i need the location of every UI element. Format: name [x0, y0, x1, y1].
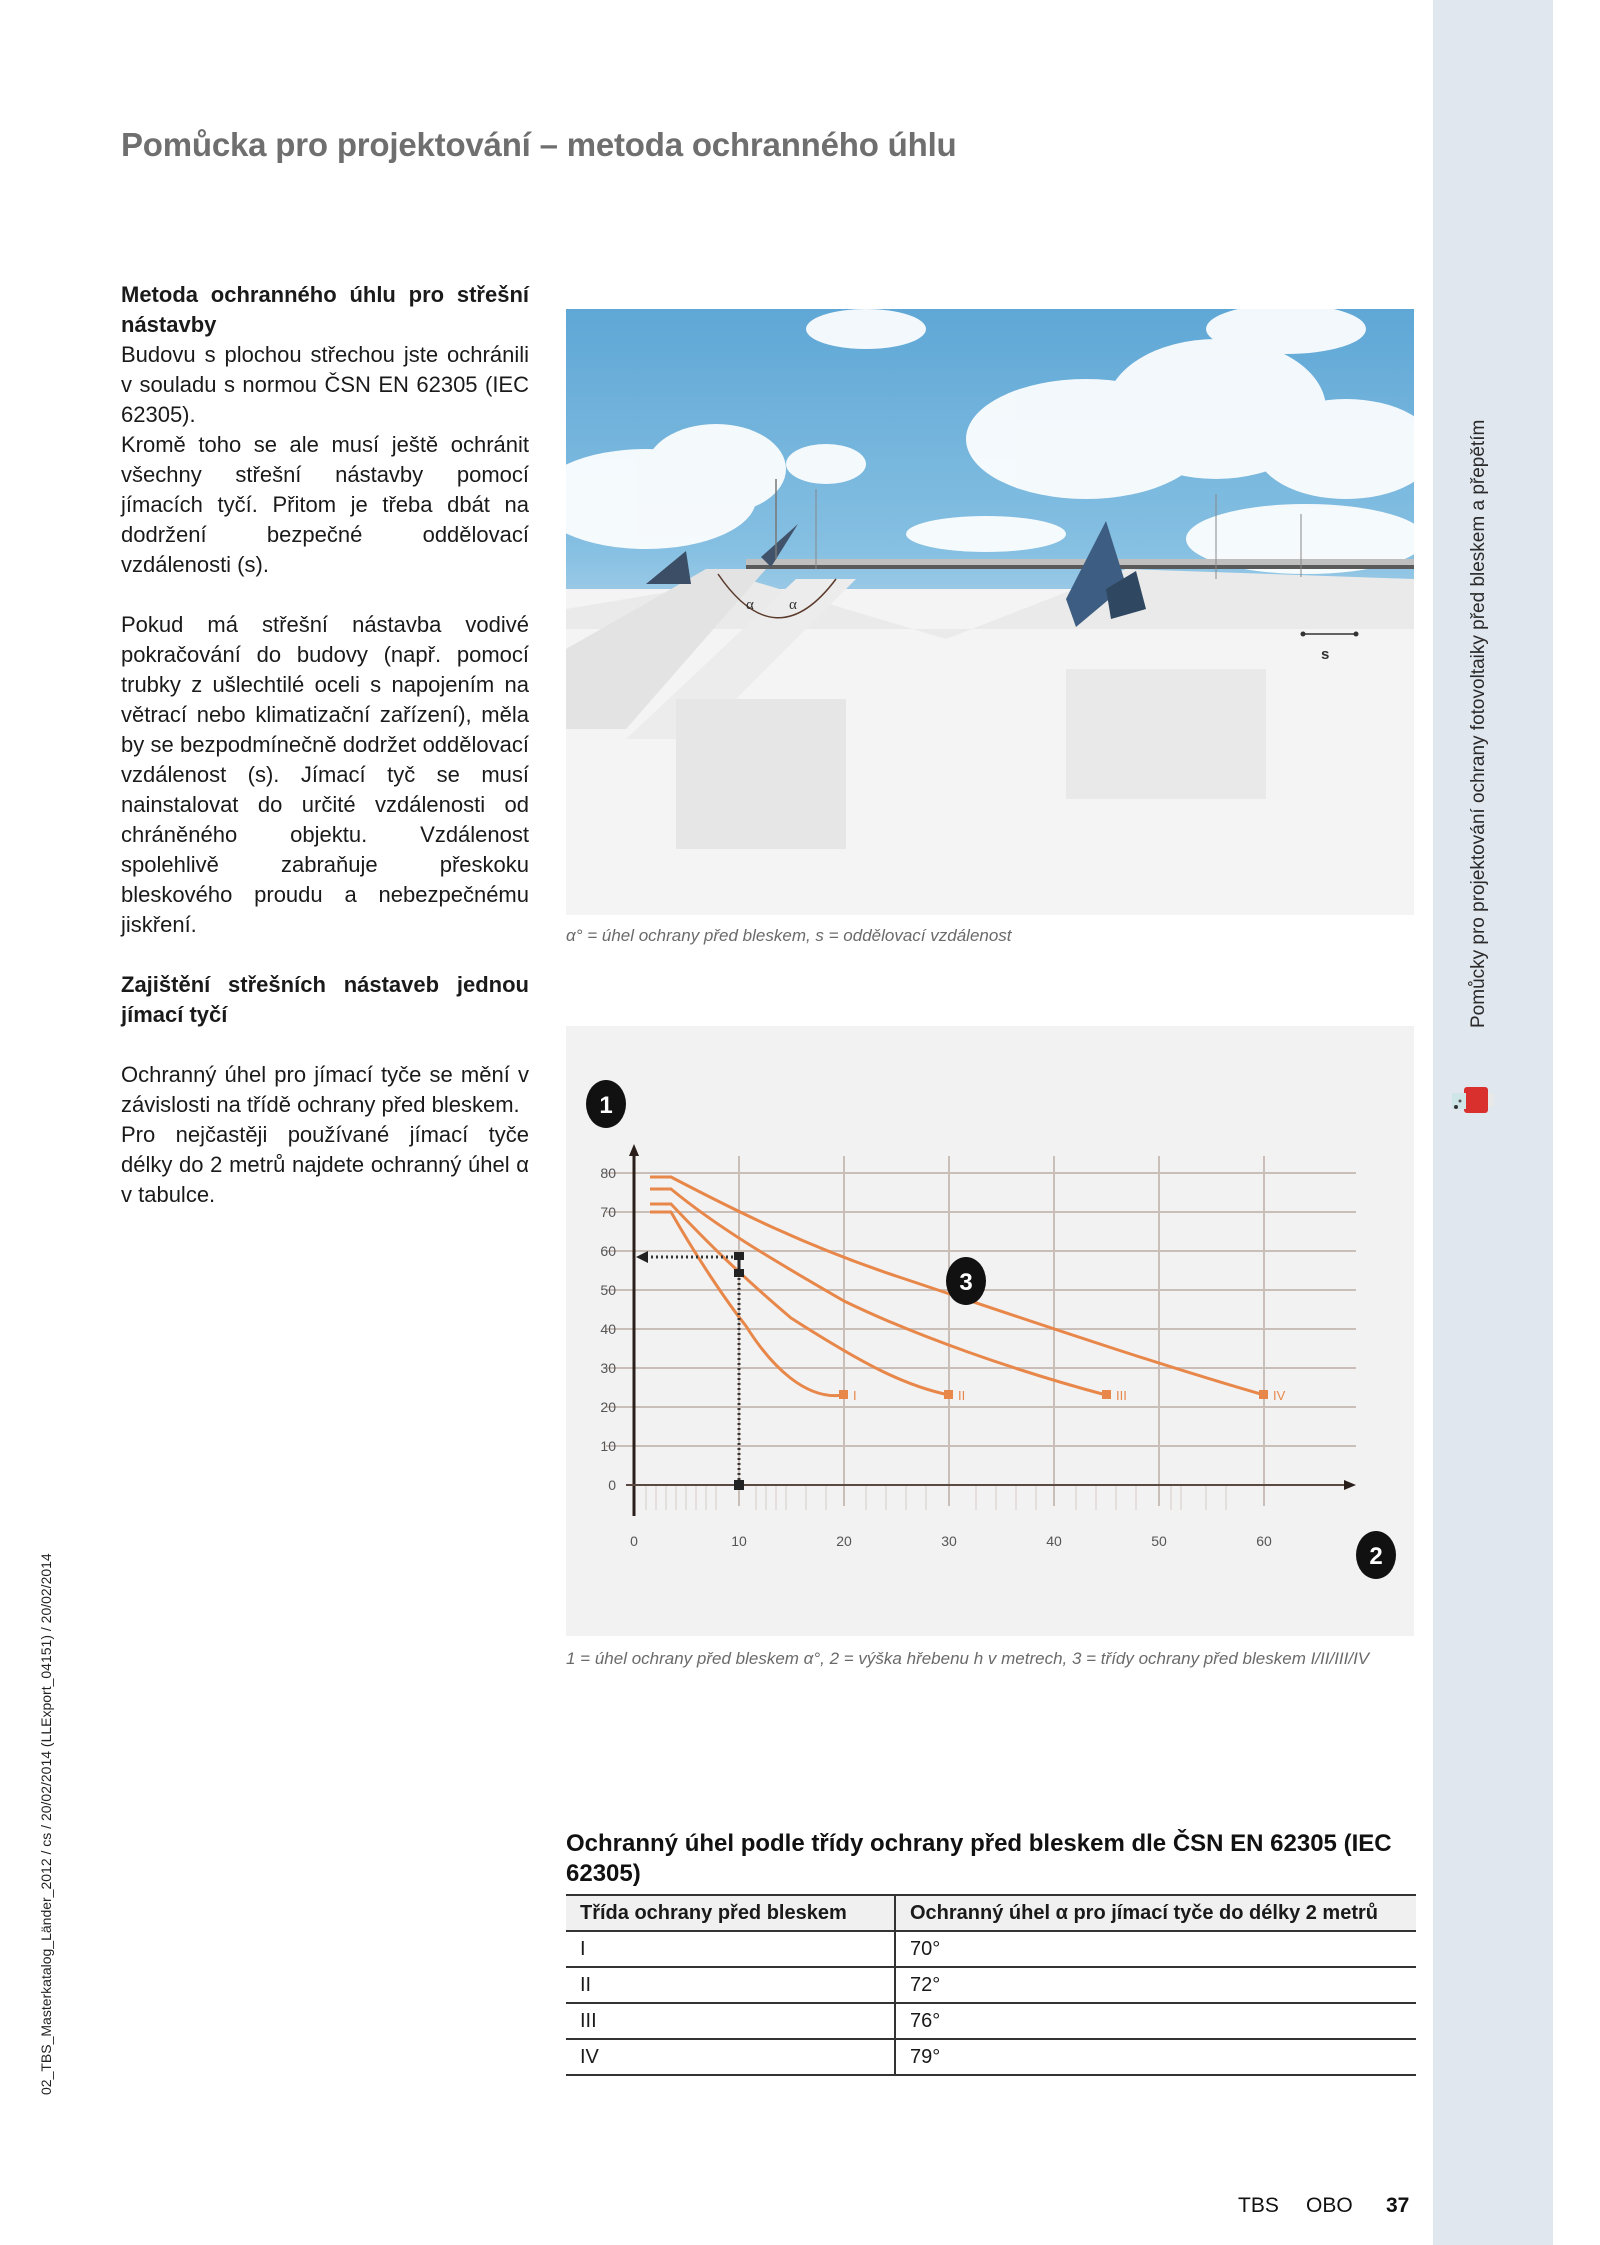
table-row — [566, 2039, 1416, 2075]
paragraph: Ochranný úhel pro jímací tyče se mění v závislosti na třídě ochrany před bleskem. — [121, 1062, 529, 1117]
rooftop-illustration — [566, 309, 1414, 915]
svg-text:60: 60 — [600, 1243, 616, 1259]
svg-text:2: 2 — [1369, 1543, 1383, 1570]
footer-brand-obo: OBO — [1306, 2194, 1353, 2217]
left-text-column — [121, 280, 529, 1210]
surge-protector-icon — [1448, 1085, 1500, 1115]
svg-text:20: 20 — [836, 1533, 852, 1549]
separation-distance-label: s — [1321, 646, 1330, 663]
svg-text:70: 70 — [600, 1204, 616, 1220]
svg-text:1: 1 — [599, 1092, 613, 1119]
svg-text:40: 40 — [600, 1321, 616, 1337]
section-heading-roof-superstructures: Metoda ochranného úhlu pro střešní nástavby — [121, 282, 529, 337]
rooftop-photo — [566, 309, 1414, 915]
photo-caption: α° = úhel ochrany před bleskem, s = oddělovací vzdálenost — [566, 926, 1012, 945]
column-header-class: Třída ochrany před bleskem — [566, 1895, 895, 1931]
paragraph: Budovu s plochou střechou jste ochránili v souladu s normou ČSN EN 62305 (IEC 62305). — [121, 342, 529, 427]
cell-class: IV — [566, 2039, 895, 2075]
chart-caption: 1 = úhel ochrany před bleskem α°, 2 = výška hřebenu h v metrech, 3 = třídy ochrany před bleskem I/II/III/IV — [566, 1649, 1370, 1668]
section-sidebar — [1433, 0, 1553, 2245]
chart-svg — [566, 1026, 1414, 1636]
cell-angle: 76° — [895, 2003, 1416, 2039]
svg-text:50: 50 — [1151, 1533, 1167, 1549]
cell-angle: 79° — [895, 2039, 1416, 2075]
protection-angle-table — [566, 1894, 1416, 2076]
table-row — [566, 2003, 1416, 2039]
curve-label-IV: IV — [1273, 1388, 1286, 1403]
svg-text:0: 0 — [608, 1477, 616, 1493]
svg-text:3: 3 — [959, 1269, 973, 1296]
curve-label-III: III — [1116, 1388, 1127, 1403]
print-meta-text: 02_TBS_Masterkatalog_Länder_2012 / cs / 20/02/2014 (LLExport_04151) / 20/02/2014 — [38, 1553, 54, 2095]
paragraph: Kromě toho se ale musí ještě ochránit všechny střešní nástavby pomocí jímacích tyčí. Přitom je třeba dbát na dodržení bezpečné oddělovací vzdálenosti (s). — [121, 432, 529, 577]
table-row — [566, 1967, 1416, 2003]
column-header-angle: Ochranný úhel α pro jímací tyče do délky 2 metrů — [895, 1895, 1416, 1931]
svg-text:50: 50 — [600, 1282, 616, 1298]
svg-text:30: 30 — [941, 1533, 957, 1549]
table-header-row — [566, 1895, 1416, 1931]
svg-text:10: 10 — [600, 1438, 616, 1454]
cell-class: II — [566, 1967, 895, 2003]
table-title: Ochranný úhel podle třídy ochrany před bleskem dle ČSN EN 62305 (IEC 62305) — [566, 1830, 1392, 1887]
cell-angle: 70° — [895, 1931, 1416, 1967]
alpha-label-left: α — [746, 597, 754, 613]
section-heading-single-rod: Zajištění střešních nástaveb jednou jímací tyčí — [121, 972, 529, 1027]
svg-text:30: 30 — [600, 1360, 616, 1376]
curve-label-I: I — [853, 1388, 857, 1403]
curve-class-II — [650, 1204, 949, 1395]
svg-text:40: 40 — [1046, 1533, 1062, 1549]
page-number: 37 — [1386, 2194, 1410, 2217]
badge-protection-classes — [946, 1257, 986, 1305]
paragraph: Pokud má střešní nástavba vodivé pokračování do budovy (např. pomocí trubky z ušlechtilé oceli s napojením na větrací nebo klimatizační zařízení), měla by se bezpodmínečně dodržet oddělovací vzdálenost (s). Jímací tyč se musí nainstalovat do určité vzdálenosti od chráněného objektu. Vzdálenost spolehlivě zabraňuje přeskoku bleskového proudu a nebezpečnému jiskření. — [121, 612, 529, 937]
badge-height-axis — [1356, 1531, 1396, 1579]
page-title: Pomůcka pro projektování – metoda ochranného úhlu — [121, 126, 957, 163]
footer-brand-tbs: TBS — [1238, 2194, 1279, 2217]
cell-class: I — [566, 1931, 895, 1967]
svg-text:0: 0 — [630, 1533, 638, 1549]
curve-label-II: II — [958, 1388, 966, 1403]
sidebar-section-title: Pomůcky pro projektování ochrany fotovoltaiky před bleskem a přepětím — [1468, 419, 1489, 1028]
badge-angle-axis — [586, 1080, 626, 1128]
svg-text:10: 10 — [731, 1533, 747, 1549]
paragraph: Pro nejčastěji používané jímací tyče délky do 2 metrů najdete ochranný úhel α v tabulce. — [121, 1122, 529, 1207]
table-row — [566, 1931, 1416, 1967]
curve-class-III — [650, 1189, 1106, 1395]
svg-text:80: 80 — [600, 1165, 616, 1181]
svg-text:60: 60 — [1256, 1533, 1272, 1549]
cell-angle: 72° — [895, 1967, 1416, 2003]
cell-class: III — [566, 2003, 895, 2039]
svg-text:20: 20 — [600, 1399, 616, 1415]
alpha-label-right: α — [789, 597, 797, 613]
protection-angle-chart — [566, 1026, 1414, 1636]
